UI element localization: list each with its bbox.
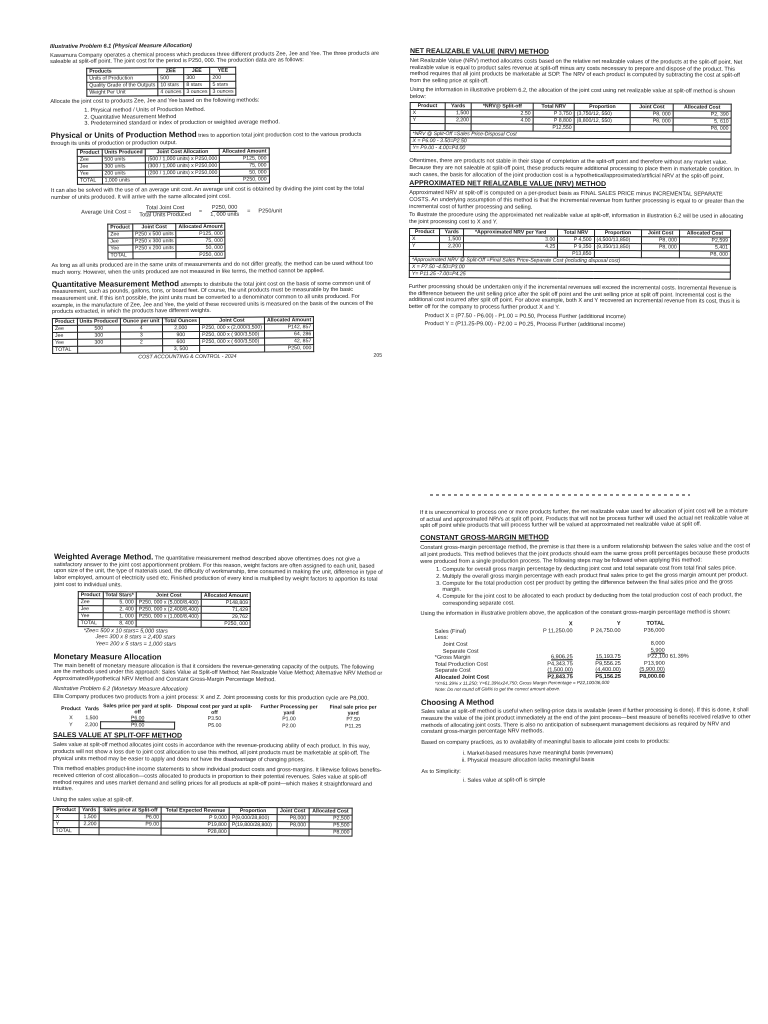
- physical-table: Product Units Produced Joint Cost Allocation Allocated Amount Zee 500 units (500 / 1,000 units) x P250,000 P125, 000 Jee 300 units (300 / 1,000 units) x P250,000 75, 000 Yee 200 units (200 / 1,000 units) x P250,000 50, 000 TOTAL 1,000 units P250, 000: [77, 148, 270, 185]
- table-row: Quality Grade of the Outputs 10 stars 8 stars 5 stars: [87, 81, 236, 89]
- table-row: Y 2,200 P9.00 P19,800 P(19,800/28,800) P8,000 P5,500: [53, 820, 352, 829]
- methods-list: [90, 106, 380, 128]
- weighted-note: *Zee= 500 x 10 stars= 5,000 stars: [83, 627, 168, 635]
- table-row: Zee 500 units (500 / 1,000 units) x P250,000 P125, 000: [77, 155, 269, 163]
- problem-6-2-text: Ellis Company produces two products from a joint process: X and Z. Joint processing costs for this production cycle are P8,000.: [53, 694, 369, 703]
- monetary-text: The main benefit of monetary measure allocation is that it considers the revenue-generating capacity of the outputs. The following are the methods used under this approach: Sales Value at Split-off Method; Net Realizable Value Method; Alternative NRV Method or Approximated/Hypothetical NRV Method and Constant Gross-Margin Percentage Method.: [53, 662, 383, 684]
- quantitative-text: attempts to distribute the total joint cost on the basis of some common unit of measurement, such as pounds, gallons, tons, or board feet. Of course, the unit products must be measurable by the basic measurement unit. If this isn't possible, the joint units must be converted to a denominator common to all units produced. For example, in the manufacture of Zee, Jee and Yee, the yield of these recovered units is measured on the basis of the ounces of the products extracted, in which the products have different weights.: [51, 280, 374, 316]
- list-item: 1. Physical method / Units of Production Method.: [90, 106, 380, 115]
- table-row: Jee 300 3 900 P250, 000 x ( 900/3,500) 64, 286: [53, 331, 314, 340]
- basis-list: [467, 749, 751, 764]
- quantitative-heading: Quantitative Measurement Method: [51, 278, 180, 289]
- table-row: Yee 300 2 600 P250, 000 x ( 600/3,500) 42, 857: [53, 338, 314, 347]
- cgm-using-text: Using the information in illustrative problem above, the application of the constant gross-margin percentage method is shown:: [420, 609, 731, 618]
- table-row: Jee 300 units (300 / 1,000 units) x P250,000 75, 000: [77, 162, 269, 170]
- based-text: Based on company practices, as to availability of meaningful basis to allocate joint costs to products:: [421, 738, 670, 747]
- nrv-text: Net Realizable Value (NRV) method allocates costs based on the relative net realizable values of the products at the split-off point. Net realizable value is equal to product sales revenue at split-off minus any costs necessary to prepare and dispose of the product. This method requires that all joint products be marketable at SOP. The NRV of each product is computed by subtracting the cost at split-off from the selling price at split-off.: [409, 57, 743, 85]
- approx-note: *Approximated NRV @ Split-Off =Final Sales Price-Separate Cost (including disposal cost): [409, 256, 730, 265]
- nrv-note: Y= P9.00 - 4.00=P4.00: [410, 145, 731, 154]
- top-right-section: [409, 48, 745, 332]
- quantitative-table: Product Units Produced Ounce per unit Total Ounces Joint Cost Allocated Amount Zee 500 4 2,000 P250, 000 x (2,000/3,500) P142, 857 Jee 300 3 900 P250, 000 x ( 900/3,500) 64, 286 Yee 300 2 600 P250, 000 x ( 600/3,500) 42, 857 TOTAL 3, 500 P250, 000: [52, 316, 314, 354]
- cgm-note: Note: Do not round off GM% to get the correct amount above.: [434, 686, 561, 692]
- weighted-heading: Weighted Average Method.: [53, 552, 154, 562]
- table-row: Y 2,200 4.00 P 8,800 (8,800/12, 550) P8, 000 5, 610: [410, 117, 731, 126]
- list-item: 3. Predetermined standard or index of production or weighted average method.: [91, 119, 381, 128]
- approx-heading: APPROXIMATED NET REALIZABLE VALUE (NRV) METHOD: [409, 180, 607, 189]
- average-formula: Average Unit Cost = $\frac{\text{Total Joint Cost}}{\text{Total Units Produced}}$ = $\frac{P250, 000}{\text{1, 000 units}}$ = P250/unit: [81, 204, 283, 219]
- illustrate-text: To illustrate the procedure using the approximated net realizable value at split-off, information in illustration 6.2 will be used in allocating the joint processing cost to X and Y.: [409, 212, 744, 226]
- weighted-note: Jee= 300 x 8 stars = 2,400 stars: [95, 634, 176, 641]
- problem-6-2-title: Illustrative Problem 6.2 (Monetary Measure Allocation): [53, 685, 188, 693]
- table-row: Yee 1, 000 P250, 000 x (1,000/8,400) 29,762: [78, 612, 250, 620]
- table-row: TOTAL 8, 400 P250, 000: [78, 619, 250, 627]
- sales-value-table: Product Yards Sales price at Split-off Total Expected Revenue Proportion Joint Cost Allocated Cost X 1,500 P6.00 P 9,000 P(9,000/28,800) P8,000 P2,500 Y 2,200 P9.00 P19,800 P(19,800/28,800) P8,000 P5,500 TOTAL P28,800 P8,000: [53, 806, 353, 837]
- table-row: X 1,500 2.50 P 3,750 (3,750/12, 550) P8, 000 P2, 390: [410, 110, 731, 119]
- simplicity-label: As to Simplicity:: [421, 769, 461, 776]
- problem-intro: Kawamura Company operates a chemical process which produces three different products Zee, Jee and Yee. The three products are saleable at split-off point. The joint cost for the period is P250, 000. The production data are as follows:: [50, 50, 380, 66]
- table-row: Zee P250 x 500 units P125, 000: [108, 230, 226, 238]
- table-row: Weight Per Unit 4 ounces 3 ounces 3 ounces: [87, 88, 236, 96]
- list-item: i. Market-based measures have meaningful basis (revenues): [467, 749, 751, 757]
- choose-heading: Choosing A Method: [420, 697, 495, 708]
- top-left-section: [50, 42, 382, 362]
- table-row: X 1,500 P6.00 P 9,000 P(9,000/28,800) P8,000 P2,500: [53, 813, 352, 822]
- approx-text: Approximated NRV at split-off is computed on a per-product basis as FINAL SALES PRICE minus INCREMENTAL SEPARATE COSTS. An underlying assumption of this method is that the incremental revenue from further processing is equal to or greater than the incremental cost of further processing and selling.: [409, 190, 745, 211]
- table-row: Y 2,200 4.25 P 9,350 (9,350/13,850) P8, 000 5,401: [409, 242, 730, 251]
- approx-note: X = P7.50 -4.50=P3.00: [409, 263, 730, 272]
- list-item: 2. Multiply the overall gross margin percentage with each product final sales price to get the gross margin amount per product.: [442, 572, 750, 580]
- list-item: 2. Quantitative Measurement Method: [90, 112, 380, 121]
- cgm-note: *X=61.39% x 11,250; Y=61.39%x24,750; Gross Margin Percentage = P22,100/36,000: [434, 680, 610, 687]
- table-row: Jee 2, 400 P250, 000 x (2,400/8,400) 71,429: [78, 605, 250, 613]
- list-item: i. Sales value at split-off is simple: [467, 776, 751, 784]
- list-item: 1. Compute for overall gross margin percentage by deducting joint cost and total separate cost from total final sales price.: [442, 565, 750, 573]
- table-row: Yee P250 x 200 units 50, 000: [108, 244, 226, 252]
- sales-value-text: Sales value at split-off method allocates joint costs in accordance with the revenue-producing ability of each product. In this way, products will not show a loss due to joint cost allocation to use this method, all joint products must be marketable at split-off. The physical units method may be easier to apply and does not have the disadvantage of changing prices.: [52, 742, 370, 763]
- table-row: Y 2,200 P9.00 P5.00 P2.00 P11.25: [69, 722, 362, 730]
- table-row: Zee 500 4 2,000 P250, 000 x (2,000/3,500) P142, 857: [52, 324, 313, 333]
- table-row: X 1,500 3.00 P 4,500 (4,500/13,850) P8, 000 P2,599: [409, 235, 730, 244]
- weighted-note: Yee= 200 x 5 stars = 1,000 stars: [95, 641, 177, 648]
- physical-text: tries to apportion total joint production cost to the various products through its units of production or production output.: [50, 131, 362, 147]
- table-row: TOTAL P28,800 P8,000: [53, 827, 352, 836]
- nrv-heading: NET REALIZABLE VALUE (NRV) METHOD: [409, 48, 549, 56]
- nrv-note: X = P6.00 - 3.50=P2.50: [410, 138, 731, 147]
- cgm-calculation: X Y TOTAL Sales (Final) P 11,250.00 P 24,750.00 P36,000 Less: Joint Cost 8,000 Separate Cost 5,900 *Gross Margin 6,906.25 15,193.75 P22,100 61.39% Total Production Cost P4,343.75 P9,556.25 P13,900 Separate Cost (1,500.00) (4,400.00) (5,900.00) Allocated Joint Cost P2,843.75 P5,156.25 P8,000.00: [434, 620, 689, 681]
- allocate-text: Allocate the joint cost to products Zee, Jee and Yee based on the following methods:: [50, 97, 260, 106]
- table-row: P13,850 P8, 000: [409, 249, 730, 258]
- problem-6-2-table: Product Yards Sales price per yard at split-off Disposal cost per yard at split-off Further Processing per yard Final sale price per yard X 1,500 P6.00 P3.50 P1.00 P7.50 Y 2,200 P9.00 P5.00 P2.00 P11.25: [59, 703, 383, 731]
- table-row: X 1,500 P6.00 P3.50 P1.00 P7.50: [69, 715, 360, 723]
- cgm-heading: CONSTANT GROSS-MARGIN METHOD: [420, 534, 549, 543]
- production-data-table: Products ZEE JEE YEE Units of Production 500 300 200 Quality Grade of the Outputs 10 stars 8 stars 5 stars Weight Per Unit 4 ounces 3 ounces 3 ounces: [86, 67, 236, 97]
- physical-heading: Physical or Units of Production Method: [50, 129, 197, 140]
- monetary-heading: Monetary Measure Allocation: [53, 651, 162, 662]
- table-row: Jee P250 x 300 units 75, 000: [108, 237, 226, 245]
- approx-table: Product Yards *Approximated NRV per Yard Total NRV Proportion Joint Cost Allocated Cost X 1,500 3.00 P 4,500 (4,500/13,850) P8, 000 P2,599 Y 2,200 4.25 P 9,350 (9,350/13,850) P8, 000 5,401 P13,850 P8, 000 *Approximated NRV @ Split-Off =Final Sales Price-Separate Cost (including disposal cost) X = P7.50 -4.50=P3.00 Y= P11.25 -7.00=P4.25: [409, 228, 731, 280]
- list-item: ii. Physical measure allocation lacks meaningful basis: [467, 756, 751, 764]
- list-item: 3. Compute for the total production cost per product by getting the difference between the final sales price and the gross margin.: [442, 579, 750, 594]
- product-x-line: Product X = (P7.50 - P6.00) - P1.00 = P0.50, Process Further (additional income): [424, 312, 626, 320]
- sales-value-heading: SALES VALUE AT SPLIT-OFF METHOD: [53, 732, 183, 740]
- table-row: TOTAL 3, 500 P250, 000: [53, 345, 314, 354]
- table-row: Yee 200 units (200 / 1,000 units) x P250,000 50, 000: [77, 169, 269, 177]
- choose-text: Sales value at split-off method is useful when selling-price data is available (even if further processing is done). If this is done, it shall measure the value of the joint product immediately at the end of the joint process—best measure of benefits received relative to other methods of allocating joint costs. There is also no anticipation of subsequent management decisions as required by NRV and constant gross-margin percentage NRV methods.: [421, 707, 751, 736]
- sales-value-using: Using the sales value at split-off.: [52, 797, 134, 804]
- average-text: It can also be solved with the use of an average unit cost. An average unit cost is obtained by dividing the joint cost by the total number of units produced. It will arrive with the same allocated joint cost.: [51, 186, 364, 202]
- sales-value-text-2: This method enables product-line income statements to show individual product costs and gross-margins. It likewise follows benefits-received criterion of cost allocation—costs allocated to products in proportion to their potential revenues. Sales value at split-off method requires and uses market demand and selling prices for all products at split-off point—which makes it straightforward and intuitive.: [52, 766, 382, 793]
- long-text: As long as all units produced are in the same units of measurements and do not differ greatly, the method can be used without too much worry. However, when the units produced are not measured in like terms, the method cannot be applied.: [51, 260, 373, 276]
- nrv-table: Product Yards *NRV@ Split-off Total NRV Proportion Joint Cost Allocated Cost X 1,500 2.50 P 3,750 (3,750/12, 550) P8, 000 P2, 390 Y 2,200 4.00 P 8,800 (8,800/12, 550) P8, 000 5, 610 P12,550 P8, 000 *NRV @ Split-Off =Sales Price-Disposal Cost X = P6.00 - 3.50=P2.50 Y= P9.00 - 4.00=P4.00: [409, 102, 731, 154]
- table-row: Units of Production 500 300 200: [87, 74, 236, 82]
- further-text: Further processing should be undertaken only if the incremental revenues will exceed the incremental costs. Incremental Revenue is the difference between the unit selling price after the split off point and the unit selling price at split off point. Incremental cost is the additional cost incurred after split off point. For above example, both X and Y recovered an incremental revenue from its cost, thus it is better off for the company to process further product X and Y.: [408, 283, 740, 311]
- page-footer: COST ACCOUNTING & CONTROL - 2024 205: [138, 352, 383, 361]
- table-row: TOTAL 1,000 units P250, 000: [77, 176, 269, 184]
- table-row: TOTAL P250, 000: [108, 251, 226, 259]
- uneconomical-text: If it is uneconomical to process one or more products further, the net realizable value used for allocation of joint cost will be a mixture of actual and approximated NRVs at split off point. Products that will not be process further will used the actual net realizable value at split off point while products that will process further will be valued at approximated net realizable value at split off.: [420, 508, 749, 530]
- bottom-left-section: [53, 552, 384, 836]
- list-item: 4. Compute for the joint cost to be allocated to each product by deducting from the total production cost of each product, the corresponding separate cost.: [442, 592, 750, 607]
- problem-title: Illustrative Problem 6.1 (Physical Measure Allocation): [50, 43, 192, 50]
- cgm-text: Constant gross-margin percentage method, the premise is that there is a uniform relationship between the sales value and the cost of all joint products. This method believes that the joint products should earn the same gross profit percentages because these products were produced from a single production process. The following steps may be followed when applying this method:: [420, 543, 751, 565]
- nrv-using-text: Using the information in illustrative problem 6.2, the allocation of the joint cost using net realizable value at split-off method is shown below:: [409, 86, 736, 100]
- product-y-line: Product Y = (P11.25-P9.00) - P2.00 = P0.25, Process Further (additional income): [424, 321, 626, 329]
- cgm-steps: [442, 565, 750, 607]
- table-row: P12,550 P8, 000: [410, 124, 731, 133]
- weighted-table: Product Total Stars* Joint Cost Allocated Amount Zee 5, 000 P250, 000 x (5,000/8,400) P148,809 Jee 2, 400 P250, 000 x (2,400/8,400) 71,429 Yee 1, 000 P250, 000 x (1,000/8,400) 29,762 TOTAL 8, 400 P250, 000: [78, 591, 251, 628]
- bottom-right-section: [420, 508, 751, 786]
- approx-note: Y= P11.25 -7.00=P4.25: [409, 270, 730, 279]
- divider: [430, 494, 690, 496]
- weighted-text: The quantitative measurement method described above oftentimes does not give a satisfactory answer to the joint cost apportionment problem. For this reason, weight factors are often assigned to each unit, based upon size of the unit, the type of materials used, the difficulty of workmanship, time consumed in making the unit, difference in type of labor employed, amount of electricity used etc. Finished production of every kind is multiplied by weight factors to apportion its total joint cost to individual units.: [53, 555, 383, 589]
- nrv-note: *NRV @ Split-Off =Sales Price-Disposal Cost: [410, 131, 731, 140]
- simplicity-list: [467, 776, 751, 784]
- table-row: Zee 5, 000 P250, 000 x (5,000/8,400) P148,809: [78, 598, 250, 606]
- average-table: Product Joint Cost Allocated Amount Zee P250 x 500 units P125, 000 Jee P250 x 300 units 75, 000 Yee P250 x 200 units 50, 000 TOTAL P250, 000: [107, 223, 226, 260]
- oftentimes-text: Oftentimes, there are products not stable in their stage of completion at the split-off point and therefore without any market value. Because they are not saleable at split-off point, these products require additional processing to place them in marketable condition. In such cases, the basis for allocation of the joint production cost is a hypothetical/approximated/artificial NRV at the split-off point.: [409, 158, 739, 180]
